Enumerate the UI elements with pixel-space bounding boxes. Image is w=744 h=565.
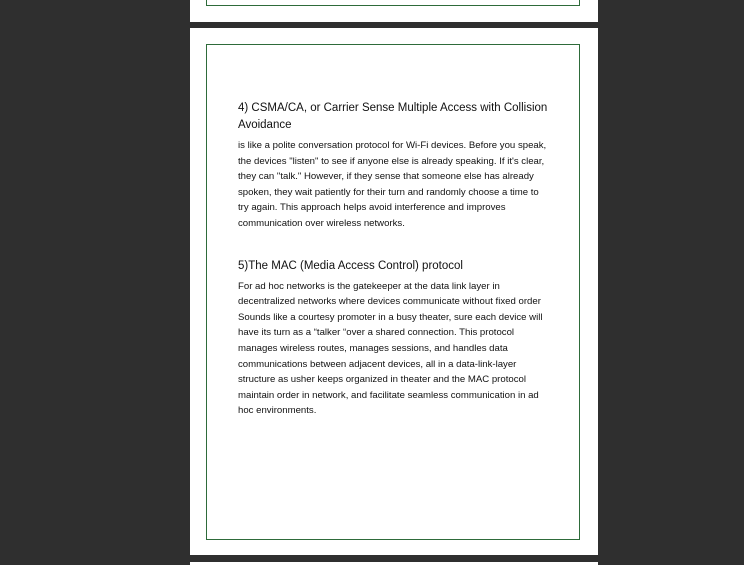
previous-page [190,0,598,22]
current-page [190,28,598,555]
section-body-csma-ca: is like a polite conversation protocol for Wi-Fi devices. Before you speak, the devices "listen" to see if anyone else is already speaking. If it's clear, they can "talk." However, if they sense that someone else has already spoken, they wait patiently for their turn and randomly choose a time to try again. This approach helps avoid interference and improves communication over wireless networks. [238,140,547,229]
section-body-mac-protocol: For ad hoc networks is the gatekeeper at the data link layer in decentralized networks where devices communicate without fixed order Sounds like a courtesy promoter in a busy theater, sure each device will have its turn as a “talker “over a shared connection. This protocol manages wireless routes, manages sessions, and handles data communications between adjacent devices, all in a data-link-layer structure as usher keeps organized in theater and the MAC protocol maintain order in network, and facilitate seamless communication in ad hoc environments. [238,280,543,417]
page-border [206,0,580,6]
section-heading-csma-ca: 4) CSMA/CA, or Carrier Sense Multiple Access with Collision Avoidance [238,102,548,131]
section-heading-mac-protocol: 5)The MAC (Media Access Control) protocol [238,259,463,272]
page-content [238,100,552,445]
